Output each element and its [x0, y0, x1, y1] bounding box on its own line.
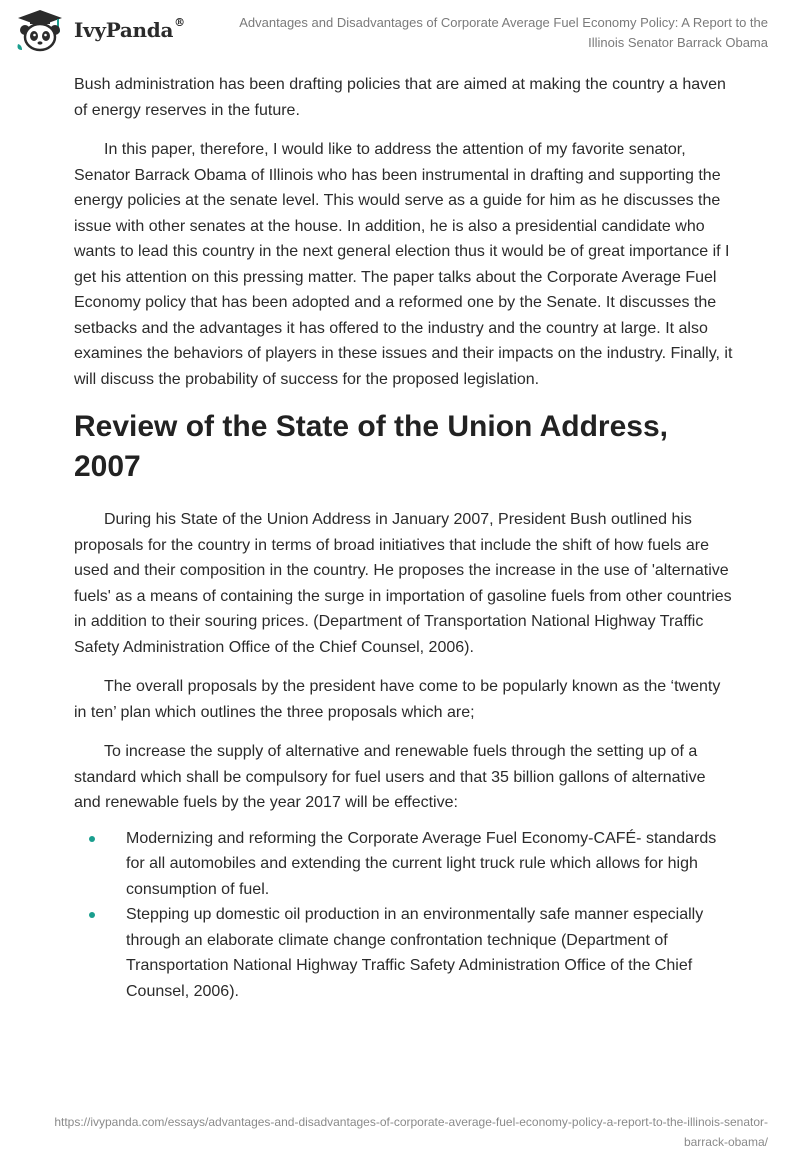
brand-name: IvyPanda® — [74, 16, 185, 42]
paragraph-renewable-fuels: To increase the supply of alternative and renewable fuels through the setting up of a standard which shall be compulsory for fuel users and that 35 billion gallons of alternative and renewable fuels by the year 2017 will be effective: — [74, 743, 706, 811]
brand-logo[interactable] — [14, 8, 185, 52]
source-url[interactable]: https://ivypanda.com/essays/advantages-and-disadvantages-of-corporate-average-fuel-economy-policy-a-report-to-the-illinois-senator-barrack-obama/ — [54, 1115, 768, 1149]
list-item-text: Stepping up domestic oil production in an environmentally safe manner especially through an elaborate climate change confrontation technique (Department of Transportation National Highway Traffic Safety Administration Office of the Chief Counsel, 2006). — [126, 906, 704, 1000]
paragraph-intro-continued: Bush administration has been drafting policies that are aimed at making the country a haven of energy reserves in the future. — [74, 76, 726, 119]
section-heading: Review of the State of the Union Address, 2007 — [74, 410, 668, 483]
bullet-dot-icon — [89, 912, 95, 918]
paragraph-state-of-union: During his State of the Union Address in January 2007, President Bush outlined his proposals for the country in terms of broad initiatives that include the shift of how fuels are used and their composition in the country. He proposes the increase in the use of 'alternative fuels' as a means of containing the surge in importation of gasoline fuels from other countries in addition to their souring prices. (Department of Transportation National Highway Traffic Safety Administration Office of the Chief Counsel, 2006). — [74, 511, 732, 656]
page-header — [0, 0, 800, 60]
proposal-list — [74, 826, 734, 1005]
article-body — [74, 72, 734, 1004]
list-item — [74, 826, 734, 903]
paragraph-purpose: In this paper, therefore, I would like to address the attention of my favorite senator, Senator Barrack Obama of Illinois who has been instrumental in drafting and supporting the energy policies at the senate level. This would serve as a guide for him as he discusses the issue with other senates at the house. In addition, he is also a presidential candidate who wants to lead this country in the next general election thus it would be of great importance if I get his attention on this pressing matter. The paper talks about the Corporate Average Fuel Economy policy that has been adopted and a reformed one by the Senate. It discusses the setbacks and the advantages it has offered to the industry and the country at large. It also examines the behaviors of players in these issues and their impacts on the industry. Finally, it will discuss the probability of success for the proposed legislation. — [74, 141, 733, 388]
paragraph-twenty-in-ten: The overall proposals by the president have come to be popularly known as the ‘twenty in ten’ plan which outlines the three proposals which are; — [74, 678, 721, 721]
panda-graduate-icon — [14, 8, 66, 52]
list-item — [74, 902, 734, 1004]
registered-mark: ® — [174, 16, 185, 29]
document-title: Advantages and Disadvantages of Corporate Average Fuel Economy Policy: A Report to the Illinois Senator Barrack Obama — [239, 15, 768, 50]
bullet-dot-icon — [89, 836, 95, 842]
list-item-text: Modernizing and reforming the Corporate Average Fuel Economy-CAFÉ- standards for all automobiles and extending the current light truck rule which allows for high consumption of fuel. — [126, 829, 717, 898]
